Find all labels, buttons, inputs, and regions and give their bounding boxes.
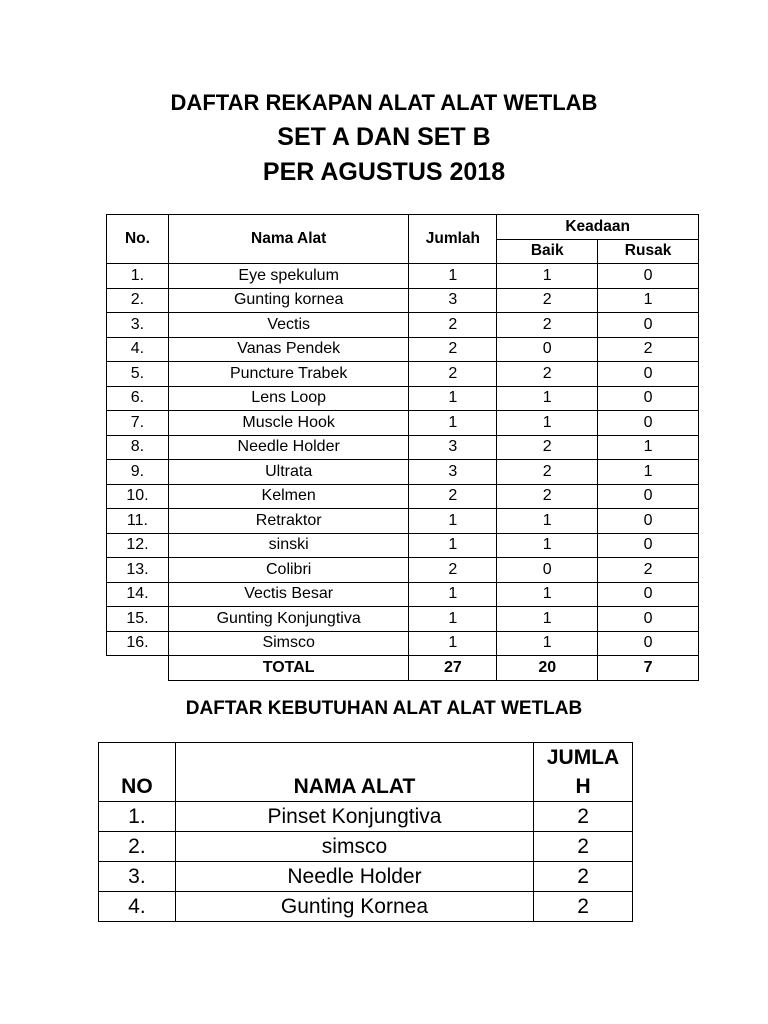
row-rusak: 0 bbox=[598, 533, 699, 558]
row-rusak: 0 bbox=[598, 362, 699, 387]
kebutuhan-row-no: 1. bbox=[99, 802, 176, 832]
row-no: 10. bbox=[107, 484, 169, 509]
table-row bbox=[99, 862, 633, 892]
row-rusak: 0 bbox=[598, 264, 699, 289]
kebutuhan-row-no: 4. bbox=[99, 892, 176, 922]
document-title: DAFTAR REKAPAN ALAT ALAT WETLAB bbox=[170, 90, 598, 115]
row-jumlah: 3 bbox=[409, 288, 497, 313]
row-jumlah: 2 bbox=[409, 337, 497, 362]
row-no: 9. bbox=[107, 460, 169, 485]
header-rusak: Rusak bbox=[598, 239, 699, 264]
row-baik: 1 bbox=[497, 509, 598, 534]
kebutuhan-header-jumlah-line2: H bbox=[575, 775, 591, 798]
table-row bbox=[107, 386, 699, 411]
row-rusak: 1 bbox=[598, 435, 699, 460]
total-baik: 20 bbox=[497, 656, 598, 681]
table-row bbox=[107, 460, 699, 485]
row-nama-alat: Vectis bbox=[168, 313, 409, 338]
row-rusak: 0 bbox=[598, 631, 699, 656]
table-row bbox=[107, 484, 699, 509]
kebutuhan-row-no: 3. bbox=[99, 862, 176, 892]
row-jumlah: 3 bbox=[409, 460, 497, 485]
header-baik: Baik bbox=[497, 239, 598, 264]
row-baik: 1 bbox=[497, 607, 598, 632]
kebutuhan-title: DAFTAR KEBUTUHAN ALAT ALAT WETLAB bbox=[185, 698, 583, 719]
row-rusak: 2 bbox=[598, 337, 699, 362]
row-nama-alat: Kelmen bbox=[168, 484, 409, 509]
total-label: TOTAL bbox=[168, 656, 409, 681]
row-rusak: 0 bbox=[598, 509, 699, 534]
row-baik: 0 bbox=[497, 337, 598, 362]
kebutuhan-row-no: 2. bbox=[99, 832, 176, 862]
row-no: 2. bbox=[107, 288, 169, 313]
row-jumlah: 1 bbox=[409, 411, 497, 436]
row-jumlah: 2 bbox=[409, 558, 497, 583]
row-no: 8. bbox=[107, 435, 169, 460]
row-nama-alat: Ultrata bbox=[168, 460, 409, 485]
kebutuhan-row-jumlah: 2 bbox=[534, 862, 633, 892]
row-jumlah: 1 bbox=[409, 264, 497, 289]
rekap-table bbox=[106, 214, 699, 681]
row-baik: 1 bbox=[497, 582, 598, 607]
header-no: No. bbox=[107, 215, 169, 264]
row-rusak: 0 bbox=[598, 386, 699, 411]
kebutuhan-row-nama: simsco bbox=[175, 832, 533, 862]
header-nama-alat: Nama Alat bbox=[168, 215, 409, 264]
row-rusak: 0 bbox=[598, 582, 699, 607]
row-no: 5. bbox=[107, 362, 169, 387]
total-row bbox=[107, 656, 699, 681]
row-rusak: 1 bbox=[598, 460, 699, 485]
row-baik: 2 bbox=[497, 313, 598, 338]
table-row bbox=[107, 435, 699, 460]
table-row bbox=[107, 533, 699, 558]
row-no: 3. bbox=[107, 313, 169, 338]
table-row bbox=[107, 313, 699, 338]
total-jumlah: 27 bbox=[409, 656, 497, 681]
total-rusak: 7 bbox=[598, 656, 699, 681]
row-jumlah: 1 bbox=[409, 607, 497, 632]
row-nama-alat: Eye spekulum bbox=[168, 264, 409, 289]
row-baik: 1 bbox=[497, 386, 598, 411]
row-baik: 1 bbox=[497, 533, 598, 558]
row-jumlah: 3 bbox=[409, 435, 497, 460]
row-baik: 1 bbox=[497, 631, 598, 656]
row-nama-alat: Vectis Besar bbox=[168, 582, 409, 607]
row-jumlah: 1 bbox=[409, 582, 497, 607]
row-rusak: 0 bbox=[598, 313, 699, 338]
kebutuhan-header-nama: NAMA ALAT bbox=[175, 743, 533, 802]
row-nama-alat: Lens Loop bbox=[168, 386, 409, 411]
row-baik: 0 bbox=[497, 558, 598, 583]
row-baik: 2 bbox=[497, 288, 598, 313]
row-jumlah: 1 bbox=[409, 631, 497, 656]
kebutuhan-header-jumlah-line1: JUMLA bbox=[546, 746, 620, 769]
row-nama-alat: Puncture Trabek bbox=[168, 362, 409, 387]
table-row bbox=[107, 582, 699, 607]
header-jumlah: Jumlah bbox=[409, 215, 497, 264]
total-blank-cell bbox=[107, 656, 169, 681]
row-no: 4. bbox=[107, 337, 169, 362]
table-row bbox=[107, 288, 699, 313]
row-nama-alat: Gunting kornea bbox=[168, 288, 409, 313]
row-no: 12. bbox=[107, 533, 169, 558]
table-row bbox=[99, 892, 633, 922]
row-no: 1. bbox=[107, 264, 169, 289]
row-nama-alat: Colibri bbox=[168, 558, 409, 583]
row-no: 7. bbox=[107, 411, 169, 436]
table-row bbox=[107, 558, 699, 583]
row-nama-alat: sinski bbox=[168, 533, 409, 558]
row-jumlah: 1 bbox=[409, 533, 497, 558]
table-row bbox=[107, 509, 699, 534]
table-row bbox=[107, 362, 699, 387]
row-jumlah: 2 bbox=[409, 484, 497, 509]
kebutuhan-row-nama: Gunting Kornea bbox=[175, 892, 533, 922]
table-row bbox=[107, 337, 699, 362]
row-jumlah: 1 bbox=[409, 386, 497, 411]
kebutuhan-row-nama: Needle Holder bbox=[175, 862, 533, 892]
row-no: 14. bbox=[107, 582, 169, 607]
kebutuhan-row-jumlah: 2 bbox=[534, 832, 633, 862]
table-row bbox=[107, 264, 699, 289]
row-nama-alat: Retraktor bbox=[168, 509, 409, 534]
row-jumlah: 2 bbox=[409, 362, 497, 387]
row-no: 16. bbox=[107, 631, 169, 656]
header-keadaan: Keadaan bbox=[497, 215, 699, 240]
row-rusak: 0 bbox=[598, 484, 699, 509]
row-no: 6. bbox=[107, 386, 169, 411]
kebutuhan-table bbox=[98, 742, 633, 922]
kebutuhan-row-jumlah: 2 bbox=[534, 802, 633, 832]
row-nama-alat: Muscle Hook bbox=[168, 411, 409, 436]
table-row bbox=[99, 832, 633, 862]
kebutuhan-header-no: NO bbox=[99, 743, 176, 802]
row-no: 13. bbox=[107, 558, 169, 583]
row-no: 15. bbox=[107, 607, 169, 632]
row-jumlah: 2 bbox=[409, 313, 497, 338]
row-baik: 2 bbox=[497, 435, 598, 460]
table-row bbox=[107, 411, 699, 436]
row-nama-alat: Needle Holder bbox=[168, 435, 409, 460]
row-jumlah: 1 bbox=[409, 509, 497, 534]
row-nama-alat: Vanas Pendek bbox=[168, 337, 409, 362]
table-row bbox=[107, 631, 699, 656]
row-rusak: 0 bbox=[598, 411, 699, 436]
kebutuhan-row-jumlah: 2 bbox=[534, 892, 633, 922]
kebutuhan-row-nama: Pinset Konjungtiva bbox=[175, 802, 533, 832]
row-nama-alat: Gunting Konjungtiva bbox=[168, 607, 409, 632]
row-baik: 1 bbox=[497, 264, 598, 289]
document-period: PER AGUSTUS 2018 bbox=[262, 158, 506, 186]
row-baik: 2 bbox=[497, 460, 598, 485]
row-rusak: 2 bbox=[598, 558, 699, 583]
kebutuhan-header-jumlah bbox=[534, 743, 633, 802]
document-subtitle: SET A DAN SET B bbox=[277, 123, 491, 151]
row-baik: 2 bbox=[497, 484, 598, 509]
row-rusak: 0 bbox=[598, 607, 699, 632]
table-row bbox=[99, 802, 633, 832]
row-nama-alat: Simsco bbox=[168, 631, 409, 656]
row-no: 11. bbox=[107, 509, 169, 534]
row-rusak: 1 bbox=[598, 288, 699, 313]
table-row bbox=[107, 607, 699, 632]
row-baik: 1 bbox=[497, 411, 598, 436]
row-baik: 2 bbox=[497, 362, 598, 387]
